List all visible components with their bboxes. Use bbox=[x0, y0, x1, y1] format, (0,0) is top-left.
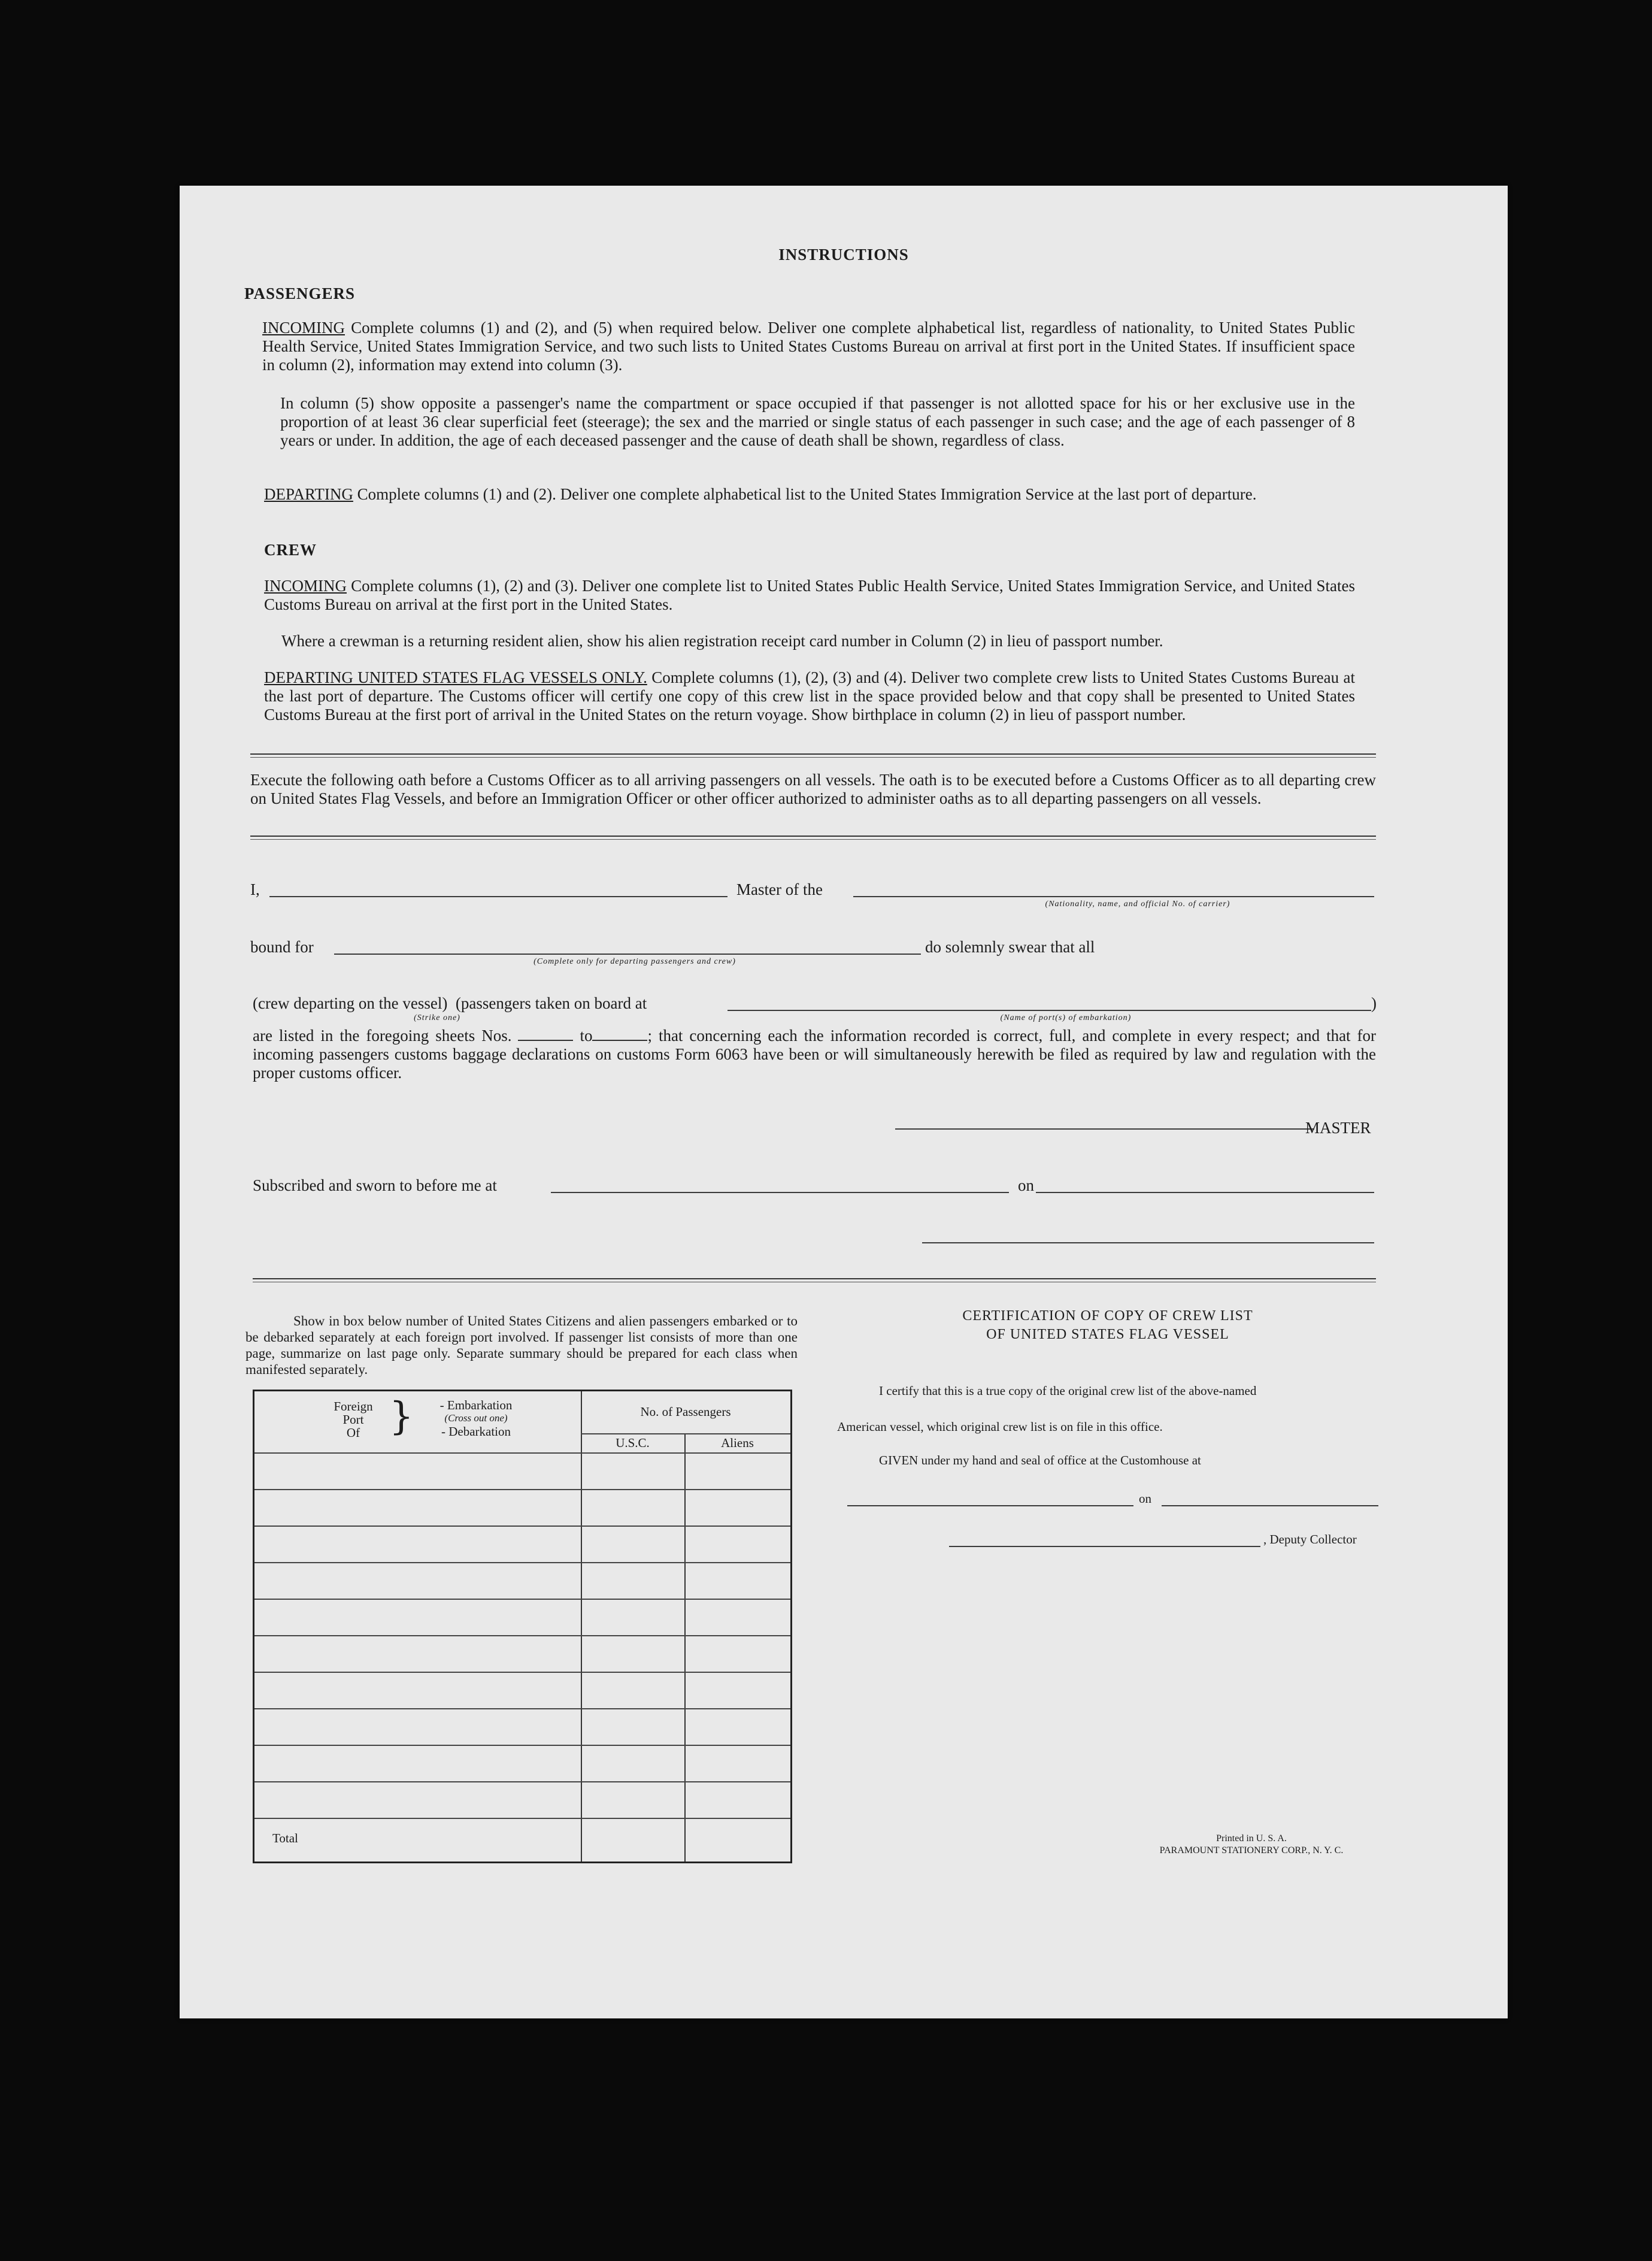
listed-prefix: are listed in the foregoing sheets Nos. bbox=[253, 1027, 512, 1045]
crew-departing-paragraph bbox=[264, 668, 1355, 724]
embarkation-options bbox=[413, 1399, 539, 1438]
certification-title-line-1: CERTIFICATION OF COPY OF CREW LIST bbox=[962, 1308, 1253, 1324]
usc-header: U.S.C. bbox=[616, 1436, 650, 1450]
table-row bbox=[254, 1708, 790, 1709]
deputy-collector-signature-field[interactable] bbox=[949, 1546, 1260, 1547]
port-label-line-2: Port bbox=[342, 1412, 364, 1427]
carrier-field[interactable] bbox=[853, 896, 1374, 897]
divider-top-thin bbox=[250, 757, 1376, 758]
certification-on-label: on bbox=[1139, 1491, 1151, 1506]
table-row bbox=[254, 1562, 790, 1563]
debarkation-option[interactable]: - Debarkation bbox=[441, 1424, 511, 1439]
master-of-the-label: Master of the bbox=[736, 880, 823, 898]
crew-passengers-text: (crew departing on the vessel) (passengers taken on board at bbox=[253, 994, 647, 1012]
divider-top bbox=[250, 753, 1376, 755]
divider-bottom bbox=[253, 1278, 1376, 1279]
crew-resident-paragraph: Where a crewman is a returning resident alien, show his alien registration receipt card number in Column (2) in lieu of passport number. bbox=[281, 632, 1163, 650]
subscribed-text: Subscribed and sworn to before me at bbox=[253, 1176, 497, 1194]
table-row bbox=[254, 1489, 790, 1490]
close-paren: ) bbox=[1371, 994, 1377, 1012]
table-col-divider-1 bbox=[581, 1391, 582, 1862]
sworn-place-field[interactable] bbox=[551, 1192, 1009, 1193]
printer-line-2: PARAMOUNT STATIONERY CORP., N. Y. C. bbox=[1159, 1845, 1344, 1856]
aliens-header: Aliens bbox=[721, 1436, 754, 1450]
crew-departing-text: Complete columns (1), (2), (3) and (4). Deliver two complete crew lists to United States Customs Bureau at the last port of departure. The Customs officer will certify one copy of this crew list in the space provided below and that copy shall be presented to United States Customs Bureau at the first port of arrival in the United States on the return voyage. Show birthplace in column (2) in lieu of passport number. bbox=[264, 668, 1355, 724]
crew-departing-lead: DEPARTING UNITED STATES FLAG VESSELS ONLY. bbox=[264, 668, 647, 686]
table-header-divider-2 bbox=[254, 1452, 790, 1454]
table-row bbox=[254, 1745, 790, 1746]
port-label-line-1: Foreign bbox=[334, 1399, 373, 1413]
table-row bbox=[254, 1599, 790, 1600]
sworn-on-label: on bbox=[1018, 1176, 1034, 1194]
total-label: Total bbox=[272, 1831, 298, 1845]
carrier-caption: (Nationality, name, and official No. of carrier) bbox=[1045, 900, 1230, 909]
table-row bbox=[254, 1781, 790, 1782]
passengers-heading: PASSENGERS bbox=[244, 284, 356, 302]
officer-signature-field[interactable] bbox=[922, 1242, 1374, 1243]
brace-icon: } bbox=[389, 1394, 414, 1439]
sworn-date-field[interactable] bbox=[1036, 1192, 1374, 1193]
strike-one-caption: (Strike one) bbox=[414, 1013, 460, 1022]
table-row bbox=[254, 1672, 790, 1673]
table-col-divider-2 bbox=[684, 1433, 686, 1862]
table-row bbox=[254, 1635, 790, 1636]
certification-title-line-2: OF UNITED STATES FLAG VESSEL bbox=[986, 1327, 1229, 1342]
printer-mark bbox=[1114, 1833, 1389, 1857]
crew-incoming-paragraph bbox=[264, 577, 1355, 614]
instructions-title: INSTRUCTIONS bbox=[778, 246, 909, 264]
divider-oath bbox=[250, 836, 1376, 837]
form-sheet bbox=[180, 186, 1508, 2018]
listed-to: to bbox=[580, 1027, 593, 1045]
cross-out-note: (Cross out one) bbox=[444, 1412, 508, 1424]
passengers-departing-text: Complete columns (1) and (2). Deliver one complete alphabetical list to the United States Immigration Service at the last port of departure. bbox=[353, 485, 1257, 503]
master-label: MASTER bbox=[1305, 1119, 1371, 1137]
printer-line-1: Printed in U. S. A. bbox=[1216, 1833, 1287, 1844]
passengers-column5-paragraph: In column (5) show opposite a passenger's name the compartment or space occupied if that passenger is not allotted space for his or her exclusive use in the proportion of at least 36 clear superficial feet (steerage); the sex and the married or single status of each passenger in such case; and the age of each passenger of 8 years or under. In addition, the age of each deceased passenger and the cause of death shall be shown, regardless of class. bbox=[280, 394, 1355, 449]
port-label-line-3: Of bbox=[346, 1425, 360, 1440]
crew-incoming-text: Complete columns (1), (2) and (3). Deliver one complete list to United States Public Health Service, United States Immigration Service, and United States Customs Bureau on arrival at the first port in the United States. bbox=[264, 577, 1355, 613]
table-row bbox=[254, 1526, 790, 1527]
passengers-departing-paragraph bbox=[264, 485, 1355, 504]
bound-for-label: bound for bbox=[250, 938, 314, 956]
certification-title bbox=[934, 1307, 1281, 1344]
no-of-passengers-header: No. of Passengers bbox=[640, 1405, 731, 1419]
crew-incoming-lead: INCOMING bbox=[264, 577, 347, 595]
embarkation-option[interactable]: - Embarkation bbox=[439, 1398, 513, 1412]
do-swear-text: do solemnly swear that all bbox=[925, 938, 1095, 956]
summary-note: Show in box below number of United States Citizens and alien passengers embarked or to be debarked separately at each foreign port involved. If passenger list consists of more than one page, summarize on last page only. Separate summary should be prepared for each class when manifested separately. bbox=[245, 1313, 798, 1377]
passengers-incoming-paragraph bbox=[262, 319, 1355, 374]
passengers-incoming-lead: INCOMING bbox=[262, 319, 345, 337]
oath-i-label: I, bbox=[250, 880, 260, 898]
certification-date-field[interactable] bbox=[1162, 1505, 1378, 1506]
listed-paragraph bbox=[253, 1027, 1376, 1082]
divider-oath-thin bbox=[250, 839, 1376, 840]
certify-line-1: I certify that this is a true copy of the original crew list of the above-named bbox=[879, 1384, 1257, 1398]
bound-for-field[interactable] bbox=[334, 954, 921, 955]
customhouse-field[interactable] bbox=[847, 1505, 1133, 1506]
embarkation-port-field[interactable] bbox=[728, 1010, 1371, 1011]
deputy-collector-label: , Deputy Collector bbox=[1263, 1532, 1357, 1546]
table-row bbox=[254, 1818, 790, 1819]
bound-for-caption: (Complete only for departing passengers and crew) bbox=[534, 957, 736, 966]
oath-instruction-paragraph: Execute the following oath before a Customs Officer as to all arriving passengers on all vessels. The oath is to be executed before a Customs Officer as to all departing crew on United States Flag Vessels, and before an Immigration Officer or other officer authorized to administer oaths as to all departing passengers on all vessels. bbox=[250, 771, 1376, 807]
crew-heading: CREW bbox=[264, 541, 317, 559]
sheet-from-field[interactable] bbox=[518, 1027, 573, 1041]
master-name-field[interactable] bbox=[269, 896, 728, 897]
certify-line-2: American vessel, which original crew list is on file in this office. bbox=[837, 1419, 1163, 1434]
summary-table bbox=[253, 1390, 792, 1863]
listed-suffix: ; that concerning each the information recorded is correct, full, and complete in every respect; and that for incoming passengers customs baggage declarations on customs Form 6063 have been or will simultaneously herewith be filed as required by law and regulation with the proper customs officer. bbox=[253, 1027, 1377, 1082]
passengers-incoming-text: Complete columns (1) and (2), and (5) when required below. Deliver one complete alphabetical list, regardless of nationality, to United States Public Health Service, United States Immigration Service, and two such lists to United States Customs Bureau on arrival at first port in the United States. If insufficient space in column (2), information may extend into column (3). bbox=[262, 319, 1355, 374]
master-signature-field[interactable] bbox=[895, 1128, 1314, 1130]
port-label bbox=[317, 1400, 389, 1439]
sheet-to-field[interactable] bbox=[592, 1027, 647, 1041]
passengers-departing-lead: DEPARTING bbox=[264, 485, 353, 503]
given-text: GIVEN under my hand and seal of office at the Customhouse at bbox=[879, 1453, 1201, 1467]
embarkation-caption: (Name of port(s) of embarkation) bbox=[1000, 1013, 1132, 1022]
table-header-divider-1 bbox=[581, 1433, 790, 1434]
